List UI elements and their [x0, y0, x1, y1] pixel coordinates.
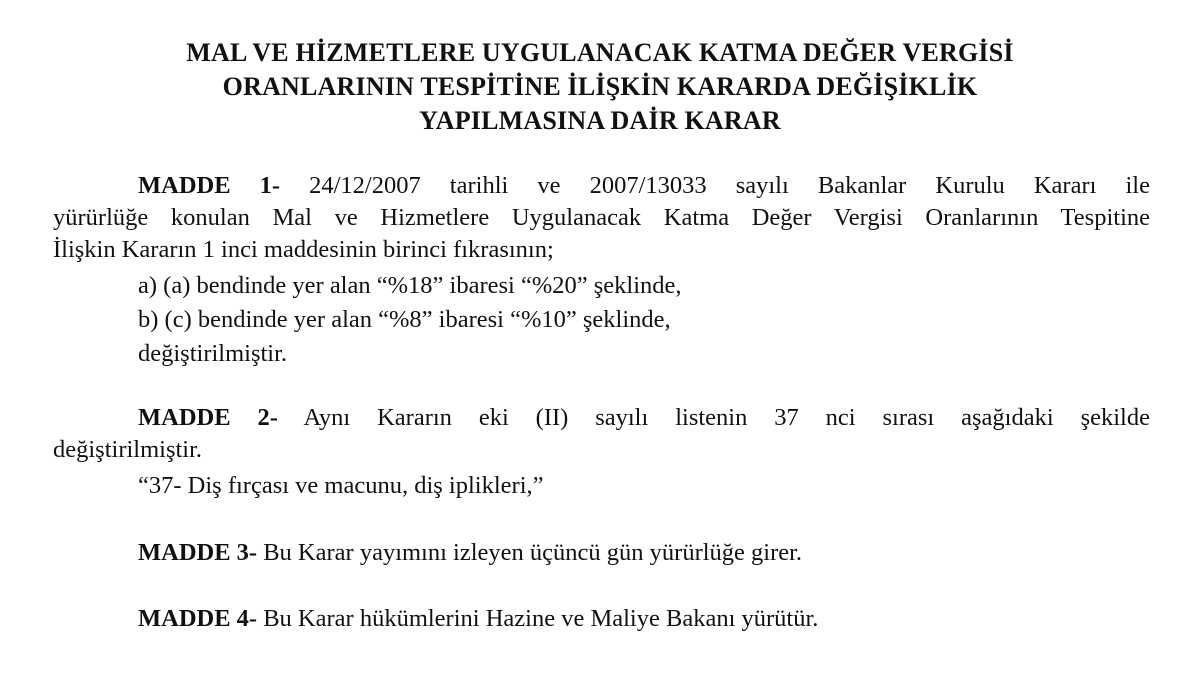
madde-1-item-a: a) (a) bendinde yer alan “%18” ibaresi “%20” şeklinde, — [138, 272, 682, 299]
madde-3-label: MADDE 3- — [138, 539, 258, 566]
madde-1-line-3: İlişkin Kararın 1 inci maddesinin birinci fıkrasının; — [53, 236, 554, 263]
madde-1-item-b: b) (c) bendinde yer alan “%8” ibaresi “%10” şeklinde, — [138, 306, 671, 333]
madde-2-label: MADDE 2- — [138, 404, 278, 431]
title-line-3: YAPILMASINA DAİR KARAR — [419, 106, 781, 135]
madde-4-line — [138, 603, 818, 635]
madde-2-line-1-text: Aynı Kararın eki (II) sayılı listenin 37 nci sırası aşağıdaki şekilde — [303, 404, 1150, 431]
madde-4-label: MADDE 4- — [138, 605, 258, 632]
madde-3-line — [138, 537, 802, 569]
madde-1-line-1-text: 24/12/2007 tarihli ve 2007/13033 sayılı Bakanlar Kurulu Kararı ile — [309, 172, 1150, 199]
madde-1-closing: değiştirilmiştir. — [138, 340, 288, 367]
madde-3-text: Bu Karar yayımını izleyen üçüncü gün yürürlüğe girer. — [263, 539, 803, 566]
madde-2-quote: “37- Diş fırçası ve macunu, diş iplikleri,” — [138, 472, 544, 499]
title-line-2: ORANLARININ TESPİTİNE İLİŞKİN KARARDA DEĞİŞİKLİK — [222, 72, 978, 101]
madde-4-text: Bu Karar hükümlerini Hazine ve Maliye Bakanı yürütür. — [263, 605, 819, 632]
madde-1-first-line — [138, 170, 1150, 202]
title-line-1: MAL VE HİZMETLERE UYGULANACAK KATMA DEĞER VERGİSİ — [186, 38, 1014, 67]
madde-2-first-line — [138, 402, 1150, 434]
document-title — [0, 36, 1200, 138]
madde-1-line-2: yürürlüğe konulan Mal ve Hizmetlere Uygulanacak Katma Değer Vergisi Oranlarının Tespitine — [53, 204, 1150, 231]
madde-1-label: MADDE 1- — [138, 172, 281, 199]
madde-2-line-2: değiştirilmiştir. — [53, 436, 203, 463]
